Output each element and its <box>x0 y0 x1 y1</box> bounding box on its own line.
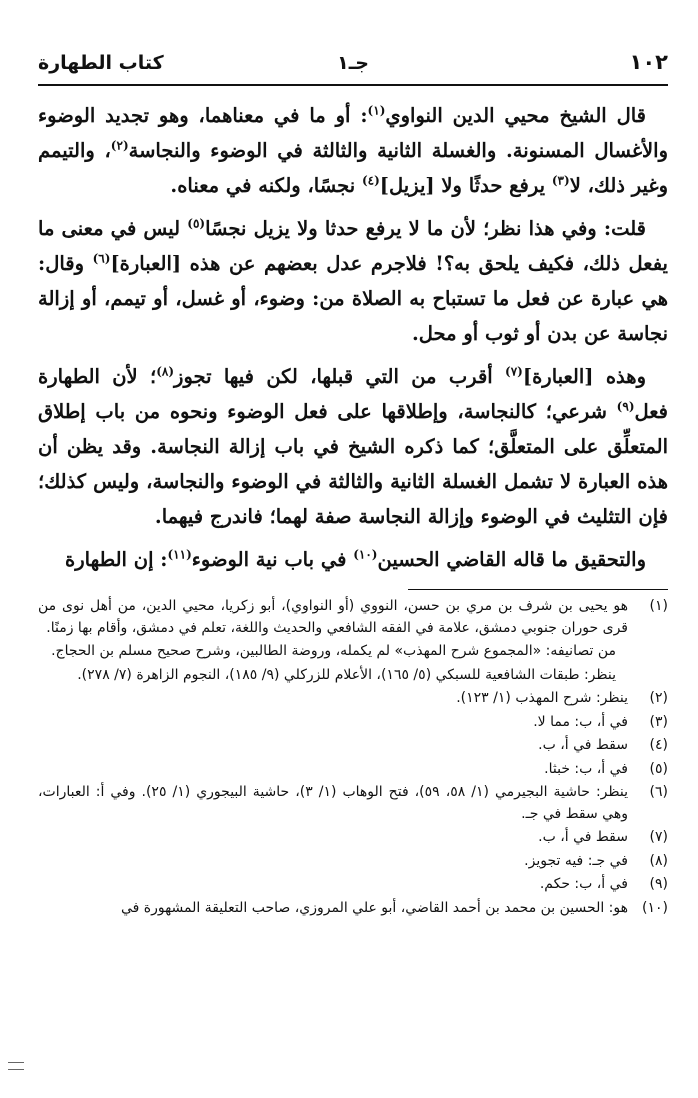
footnote-ref-8[interactable]: (٨) <box>156 364 175 379</box>
footnote-6 <box>38 782 668 825</box>
footnote-text: في أ، ب: مما لا. <box>533 713 628 730</box>
footnote-text: هو: الحسين بن محمد بن أحمد القاضي، أبو علي المروزي، صاحب التعليقة المشهورة في <box>120 899 628 916</box>
main-text <box>38 98 668 585</box>
page-number: ١٠٢ <box>629 50 668 74</box>
footnote-number: (٦) <box>649 784 668 800</box>
footnote-text: هو يحيى بن شرف بن مري بن حسن، النووي (أو النواوي)، أبو زكريا، محيي الدين، من أهل نوى من قرى حوران جنوبي دمشق، علامة في الفقه الشافعي والحديث واللغة، تعلم في دمشق، وأقام بها زمنًا. <box>38 598 628 636</box>
footnote-number: (٩) <box>649 876 668 892</box>
footnote-ref-1[interactable]: (١) <box>367 103 386 118</box>
page-edge-mark <box>8 1062 24 1070</box>
footnote-5 <box>38 759 668 781</box>
footnote-ref-3[interactable]: (٣) <box>551 173 570 188</box>
footnote-1-sources: ينظر: طبقات الشافعية للسبكي (٥/ ١٦٥)، الأعلام للزركلي (٩/ ١٨٥)، النجوم الزاهرة (٧/ ٢٧٨). <box>77 666 616 683</box>
footnote-text: سقط في أ، ب. <box>538 737 628 753</box>
footnote-number: (٤) <box>649 737 668 753</box>
footnote-divider <box>408 589 668 590</box>
book-page <box>38 0 668 1098</box>
book-title: كتاب الطهارة <box>38 52 164 74</box>
footnote-text: ينظر: شرح المهذب (١/ ١٢٣). <box>456 690 628 706</box>
footnote-text: في جـ: فيه تجويز. <box>524 852 628 869</box>
footnote-number: (٢) <box>649 690 668 706</box>
paragraph-4: والتحقيق ما قاله القاضي الحسين$^{(١٠)}$ في باب نية الوضوء$^{(١١)}$: إن الطهارة <box>65 547 646 571</box>
volume-label: جـ١ <box>337 52 369 74</box>
footnote-1 <box>38 596 668 639</box>
footnotes <box>38 596 668 921</box>
footnote-ref-11[interactable]: (١١) <box>167 547 192 562</box>
footnote-text: في أ، ب: خبثا. <box>544 760 628 777</box>
footnote-text: ينظر: حاشية البجيرمي (١/ ٥٨، ٥٩)، فتح الوهاب (١/ ٣)، حاشية البيجوري (١/ ٢٥). وفي أ: العبارات، وهي سقط في جـ. <box>38 784 628 822</box>
footnote-2 <box>38 688 668 710</box>
footnote-ref-4[interactable]: (٤) <box>361 173 380 188</box>
paragraph-2: قلت: وفي هذا نظر؛ لأن ما لا يرفع حدثا ولا يزيل نجسًا$^{(٥)}$ ليس في معنى ما يفعل ذلك، فكيف يلحق به؟! فلاجرم عدل بعضهم عن هذه [العبارة]$^{(٦)}$ وقال: هي عبارة عن فعل ما تستباح به الصلاة من: وضوء، أو غسل، أو تيمم، أو إزالة نجاسة عن بدن أو ثوب أو محل. <box>38 216 668 345</box>
footnote-number: (٨) <box>649 852 668 869</box>
footnote-10 <box>38 898 668 920</box>
footnote-number: (٥) <box>649 760 668 777</box>
footnote-number: (١٠) <box>642 899 668 916</box>
footnote-9 <box>38 874 668 896</box>
paragraph-3: وهذه [العبارة]$^{(٧)}$ أقرب من التي قبلها، لكن فيها تجوز$^{(٨)}$؛ لأن الطهارة فعل$^{(٩)}$ شرعي؛ كالنجاسة، وإطلاقها على فعل الوضوء ونحوه من باب إطلاق المتعلِّق على المتعلَّق؛ كما ذكره الشيخ في باب إزالة النجاسة. وقد يظن أن هذه العبارة لا تشمل الغسلة الثانية والثالثة في الوضوء والنجاسة، وليس كذلك؛ فإن التثليث في الوضوء وإزالة النجاسة صفة لهما؛ فاندرج فيهما. <box>38 364 668 528</box>
footnote-1-works: من تصانيفه: «المجموع شرح المهذب» لم يكمله، وروضة الطالبين، وشرح صحيح مسلم بن الحجاج. <box>51 643 616 659</box>
footnote-3 <box>38 712 668 734</box>
footnote-7 <box>38 827 668 849</box>
footnote-number: (٣) <box>649 713 668 730</box>
footnote-number: (١) <box>649 598 668 614</box>
footnote-ref-7[interactable]: (٧) <box>505 364 523 379</box>
footnote-4 <box>38 735 668 757</box>
paragraph-1: قال الشيخ محيي الدين النواوي$^{(١)}$: أو ما في معناهما، وهو تجديد الوضوء والأغسال المسنونة. والغسلة الثانية والثالثة في الوضوء والنجاسة$^{(٢)}$، والتيمم وغير ذلك، لا$^{(٣)}$ يرفع حدثًا ولا [يزيل]$^{(٤)}$ نجسًا، ولكنه في معناه. <box>38 103 668 197</box>
footnote-ref-2[interactable]: (٢) <box>110 138 129 153</box>
footnote-ref-10[interactable]: (١٠) <box>353 547 378 562</box>
footnote-number: (٧) <box>649 829 668 845</box>
footnote-8 <box>38 851 668 873</box>
footnote-ref-5[interactable]: (٥) <box>187 216 206 231</box>
footnote-ref-6[interactable]: (٦) <box>92 251 111 266</box>
running-header <box>38 50 668 86</box>
footnote-ref-9[interactable]: (٩) <box>616 399 635 414</box>
footnote-text: سقط في أ، ب. <box>538 829 628 845</box>
footnote-text: في أ، ب: حكم. <box>539 876 628 892</box>
